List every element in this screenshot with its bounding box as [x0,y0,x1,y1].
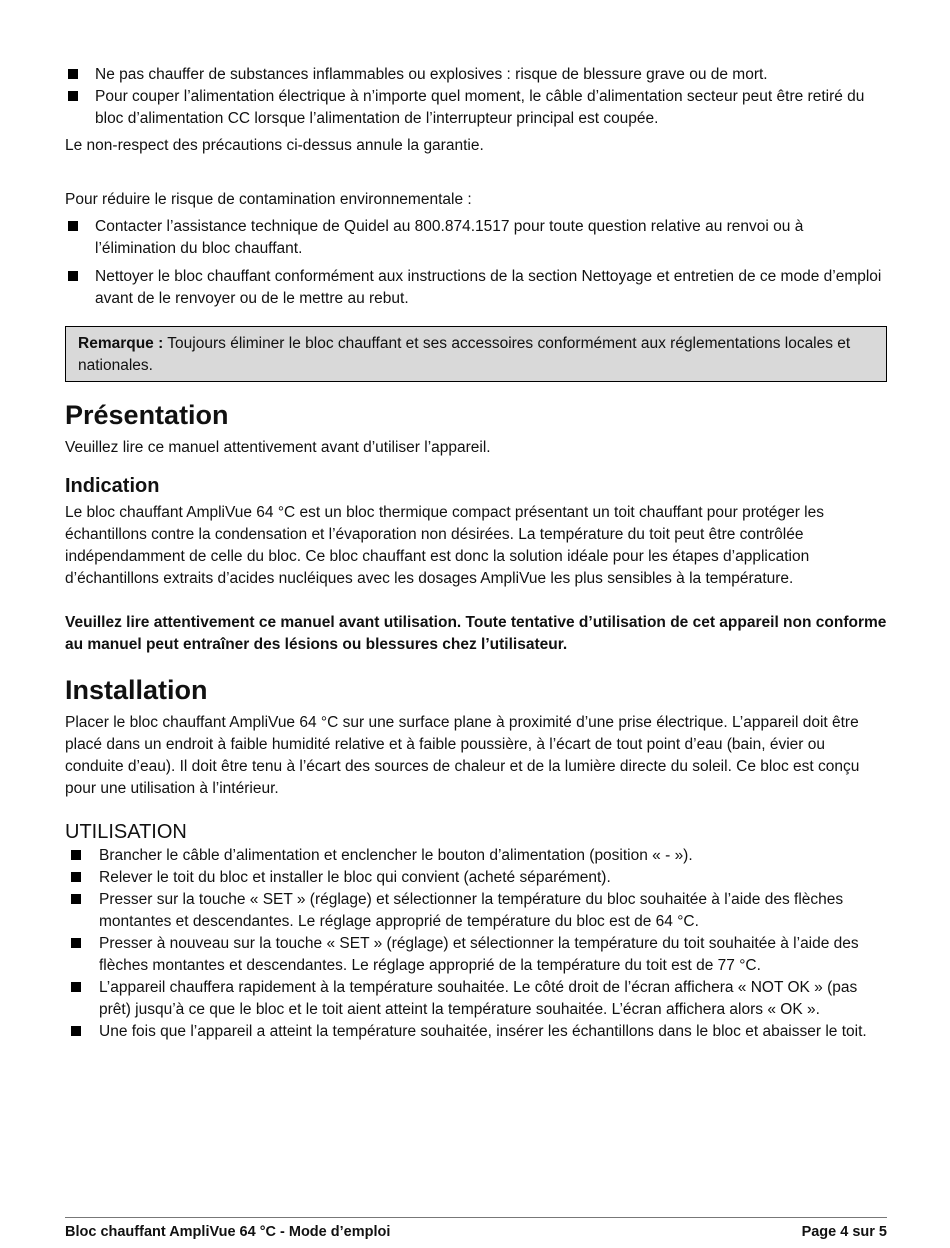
bullet-square-icon [68,69,78,79]
footer-title: Bloc chauffant AmpliVue 64 °C - Mode d’emploi [65,1224,391,1240]
bullet-square-icon [71,894,81,904]
bullet-square-icon [68,271,78,281]
indication-warning: Veuillez lire attentivement ce manuel avant utilisation. Toute tentative d’utilisation de cet appareil non conforme au manuel peut entraîner des lésions ou blessures chez l’utilisateur. [65,614,887,653]
contamination-list [65,216,887,310]
indication-heading: Indication [65,475,160,497]
list-item: Ne pas chauffer de substances inflammables ou explosives : risque de blessure grave ou de mort. [65,64,887,86]
utilisation-list [65,845,887,1043]
contamination-intro: Pour réduire le risque de contamination environnementale : [65,191,472,208]
page-number: Page 4 sur 5 [801,1224,887,1240]
page-content [65,64,887,1043]
list-item: Contacter l’assistance technique de Quidel au 800.874.1517 pour toute question relative au renvoi ou à l’élimination du bloc chauffant. [65,216,887,260]
bullet-square-icon [71,850,81,860]
list-item: Nettoyer le bloc chauffant conformément aux instructions de la section Nettoyage et entretien de ce mode d’emploi avant de le renvoyer ou de le mettre au rebut. [65,266,887,310]
bullet-square-icon [71,938,81,948]
list-item: Brancher le câble d’alimentation et enclencher le bouton d’alimentation (position « - »). [65,845,887,867]
warnings-list [65,64,887,130]
bullet-square-icon [71,872,81,882]
utilisation-heading: UTILISATION [65,821,187,843]
indication-text: Le bloc chauffant AmpliVue 64 °C est un bloc thermique compact présentant un toit chauffant pour protéger les échantillons contre la condensation et l’évaporation non désirées. La température du toit peut être contrôlée indépendamment de celle du bloc. Ce bloc chauffant est donc la solution idéale pour les étapes d’application d’échantillons extraits d’acides nucléiques avec les dosages AmpliVue les plus sensibles à la température. [65,504,824,587]
note-label: Remarque : [78,335,164,352]
bullet-square-icon [68,91,78,101]
note-text: Toujours éliminer le bloc chauffant et ses accessoires conformément aux réglementations locales et nationales. [78,335,851,374]
page-footer [65,1217,887,1242]
presentation-text: Veuillez lire ce manuel attentivement avant d’utiliser l’appareil. [65,439,491,456]
presentation-heading: Présentation [65,400,229,430]
note-box [65,326,887,382]
list-item: Relever le toit du bloc et installer le bloc qui convient (acheté séparément). [65,867,887,889]
installation-heading: Installation [65,675,208,705]
installation-text: Placer le bloc chauffant AmpliVue 64 °C sur une surface plane à proximité d’une prise électrique. L’appareil doit être placé dans un endroit à faible humidité relative et à faible poussière, à l’écart de tout point d’eau (bain, évier ou conduite d’eau). Il doit être tenu à l’écart des sources de chaleur et de la lumière directe du soleil. Ce bloc est conçu pour une utilisation à l’intérieur. [65,714,860,797]
bullet-square-icon [68,221,78,231]
list-item: Une fois que l’appareil a atteint la température souhaitée, insérer les échantillons dans le bloc et abaisser le toit. [65,1021,887,1043]
warranty-text: Le non-respect des précautions ci-dessus annule la garantie. [65,137,484,154]
list-item: Pour couper l’alimentation électrique à n’importe quel moment, le câble d’alimentation secteur peut être retiré du bloc d’alimentation CC lorsque l’alimentation de l’interrupteur principal est coupée. [65,86,887,130]
bullet-square-icon [71,982,81,992]
list-item: Presser sur la touche « SET » (réglage) et sélectionner la température du bloc souhaitée à l’aide des flèches montantes et descendantes. Le réglage approprié de température du bloc est de 64 °C. [65,889,887,933]
bullet-square-icon [71,1026,81,1036]
list-item: Presser à nouveau sur la touche « SET » (réglage) et sélectionner la température du toit souhaitée à l’aide des flèches montantes et descendantes. Le réglage approprié de la température du toit est de 77 °C. [65,933,887,977]
list-item: L’appareil chauffera rapidement à la température souhaitée. Le côté droit de l’écran affichera « NOT OK » (pas prêt) jusqu’à ce que le bloc et le toit aient atteint la température souhaitée. L’écran affichera alors « OK ». [65,977,887,1021]
